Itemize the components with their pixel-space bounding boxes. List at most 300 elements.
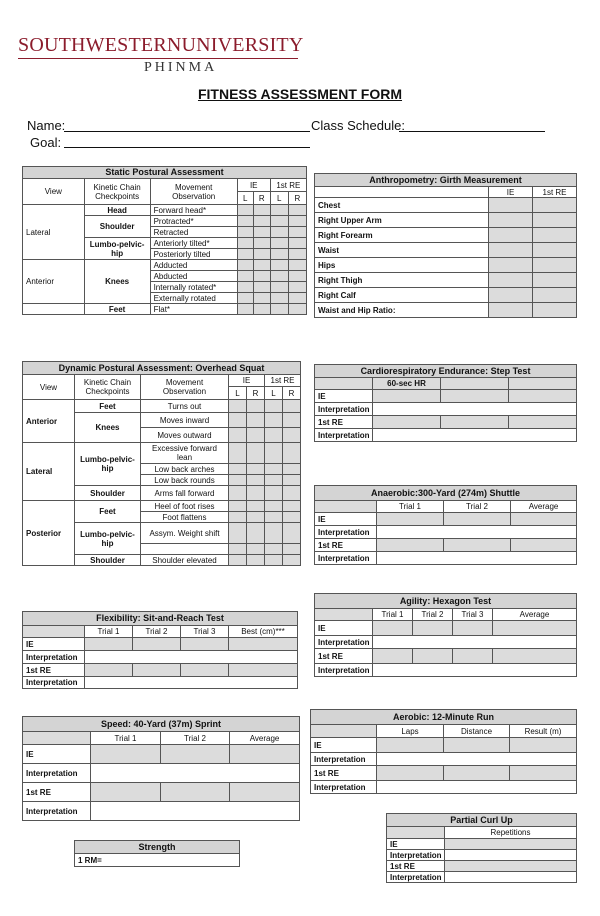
input-cell[interactable] (489, 258, 533, 273)
check-cell[interactable] (288, 205, 306, 216)
input-cell[interactable] (489, 288, 533, 303)
agility-col-4: Average (493, 609, 577, 621)
check-cell[interactable] (229, 523, 247, 544)
flex-col-3: Trial 3 (181, 626, 229, 638)
check-cell[interactable] (265, 523, 283, 544)
check-cell[interactable] (283, 486, 301, 501)
shuttle-row-interp: Interpretation (315, 526, 377, 539)
step-title: Cardiorespiratory Endurance: Step Test (315, 365, 577, 378)
check-cell[interactable] (237, 205, 253, 216)
agility-blank (315, 609, 373, 621)
input-cell[interactable] (91, 783, 161, 802)
input-cell[interactable] (377, 539, 444, 552)
input-cell[interactable] (377, 753, 577, 766)
check-cell[interactable] (288, 216, 306, 227)
check-cell[interactable] (283, 443, 301, 464)
shuttle-row-ie: IE (315, 513, 377, 526)
input-cell[interactable] (510, 766, 577, 781)
static-re-r: R (288, 192, 306, 205)
flexibility-table (22, 611, 298, 689)
sprint-row-ie: IE (23, 745, 91, 764)
input-cell[interactable] (377, 766, 444, 781)
input-cell[interactable] (181, 664, 229, 677)
university-logo (18, 34, 308, 76)
check-cell[interactable] (265, 475, 283, 486)
input-cell[interactable] (377, 781, 577, 794)
check-cell[interactable] (270, 238, 288, 249)
input-cell[interactable] (133, 638, 181, 651)
check-cell[interactable] (253, 293, 270, 304)
obs-moves-inward: Moves inward (141, 413, 229, 428)
check-cell[interactable] (253, 271, 270, 282)
run-row-interp2: Interpretation (311, 781, 377, 794)
run-title: Aerobic: 12-Minute Run (311, 710, 577, 725)
input-cell[interactable] (445, 839, 577, 850)
static-ie-r: R (253, 192, 270, 205)
check-cell[interactable] (265, 464, 283, 475)
obs-forward-lean: Excessive forward lean (141, 443, 229, 464)
obs-abducted: Abducted (150, 271, 237, 282)
girth-row-upper-arm: Right Upper Arm (315, 213, 489, 228)
check-cell[interactable] (237, 238, 253, 249)
dynamic-view-lateral: Lateral (23, 443, 75, 501)
flex-row-re: 1st RE (23, 664, 85, 677)
check-cell[interactable] (265, 544, 283, 555)
strength-title: Strength (75, 841, 240, 854)
check-cell[interactable] (265, 501, 283, 512)
static-re-header: 1st RE (270, 179, 306, 192)
dyn-checkpoint-knees: Knees (75, 413, 141, 443)
curl-row-ie: IE (387, 839, 445, 850)
flex-blank (23, 626, 85, 638)
check-cell[interactable] (270, 282, 288, 293)
input-cell[interactable] (229, 664, 298, 677)
input-cell[interactable] (373, 403, 577, 416)
girth-row-thigh: Right Thigh (315, 273, 489, 288)
input-cell[interactable] (489, 303, 533, 318)
check-cell[interactable] (283, 413, 301, 428)
strength-table (74, 840, 240, 867)
check-cell[interactable] (247, 544, 265, 555)
static-ie-header: IE (237, 179, 270, 192)
check-cell[interactable] (283, 400, 301, 413)
input-cell[interactable] (511, 539, 577, 552)
dynamic-title: Dynamic Postural Assessment: Overhead Squat (23, 362, 301, 375)
dynamic-view-posterior: Posterior (23, 501, 75, 566)
curl-row-re: 1st RE (387, 861, 445, 872)
check-cell[interactable] (247, 475, 265, 486)
check-cell[interactable] (229, 555, 247, 566)
input-cell[interactable] (533, 273, 577, 288)
check-cell[interactable] (229, 544, 247, 555)
check-cell[interactable] (288, 282, 306, 293)
input-cell[interactable] (489, 273, 533, 288)
step-row-ie: IE (315, 390, 373, 403)
check-cell[interactable] (283, 464, 301, 475)
dynamic-chain-header: Kinetic Chain Checkpoints (75, 375, 141, 400)
run-col-2: Distance (444, 725, 510, 738)
sprint-row-re: 1st RE (23, 783, 91, 802)
check-cell[interactable] (288, 271, 306, 282)
check-cell[interactable] (283, 512, 301, 523)
sprint-table (22, 716, 300, 821)
obs-moves-outward: Moves outward (141, 428, 229, 443)
name-field[interactable] (64, 131, 310, 132)
input-cell[interactable] (373, 390, 441, 403)
check-cell[interactable] (237, 293, 253, 304)
input-cell[interactable] (493, 649, 577, 664)
step-blank (509, 378, 577, 390)
sprint-col-2: Trial 2 (161, 732, 230, 745)
dynamic-re-r: R (283, 387, 301, 400)
brand-name: SOUTHWESTERNUNIVERSITY (18, 34, 304, 56)
check-cell[interactable] (247, 501, 265, 512)
input-cell[interactable] (377, 526, 577, 539)
check-cell[interactable] (247, 512, 265, 523)
name-label: Name: (27, 118, 66, 133)
input-cell[interactable] (444, 513, 511, 526)
curl-row-interp: Interpretation (387, 850, 445, 861)
obs-spacer (141, 544, 229, 555)
input-cell[interactable] (533, 303, 577, 318)
check-cell[interactable] (247, 464, 265, 475)
check-cell[interactable] (265, 413, 283, 428)
obs-protracted: Protracted* (150, 216, 237, 227)
check-cell[interactable] (247, 428, 265, 443)
girth-title: Anthropometry: Girth Measurement (315, 174, 577, 187)
input-cell[interactable] (445, 850, 577, 861)
step-test-table (314, 364, 577, 442)
curl-row-interp2: Interpretation (387, 872, 445, 883)
check-cell[interactable] (237, 216, 253, 227)
check-cell[interactable] (247, 523, 265, 544)
input-cell[interactable] (413, 621, 453, 636)
input-cell[interactable] (161, 783, 230, 802)
agility-row-interp: Interpretation (315, 636, 373, 649)
check-cell[interactable] (283, 501, 301, 512)
input-cell[interactable] (533, 243, 577, 258)
check-cell[interactable] (237, 260, 253, 271)
input-cell[interactable] (161, 745, 230, 764)
girth-blank-header (315, 187, 489, 198)
check-cell[interactable] (288, 260, 306, 271)
step-row-interp2: Interpretation (315, 429, 373, 442)
agility-col-2: Trial 2 (413, 609, 453, 621)
input-cell[interactable] (91, 764, 300, 783)
static-view-anterior: Anterior (23, 260, 85, 304)
sprint-col-1: Trial 1 (91, 732, 161, 745)
curl-title: Partial Curl Up (387, 814, 577, 827)
check-cell[interactable] (253, 227, 270, 238)
agility-row-ie: IE (315, 621, 373, 636)
goal-label: Goal: (30, 135, 62, 150)
step-blank (315, 378, 373, 390)
run-blank (311, 725, 377, 738)
checkpoint-feet: Feet (84, 304, 150, 315)
static-view-lateral: Lateral (23, 205, 85, 260)
check-cell[interactable] (265, 443, 283, 464)
check-cell[interactable] (253, 304, 270, 315)
girth-row-chest: Chest (315, 198, 489, 213)
flex-title: Flexibility: Sit-and-Reach Test (23, 612, 298, 626)
dyn-checkpoint-shoulder: Shoulder (75, 486, 141, 501)
obs-internally-rotated: Internally rotated* (150, 282, 237, 293)
input-cell[interactable] (444, 738, 510, 753)
dynamic-re-l: L (265, 387, 283, 400)
check-cell[interactable] (288, 293, 306, 304)
girth-re-header: 1st RE (533, 187, 577, 198)
obs-retracted: Retracted (150, 227, 237, 238)
flex-row-interp: Interpretation (23, 651, 85, 664)
run-row-interp: Interpretation (311, 753, 377, 766)
run-row-ie: IE (311, 738, 377, 753)
check-cell[interactable] (253, 216, 270, 227)
check-cell[interactable] (283, 555, 301, 566)
input-cell[interactable] (445, 872, 577, 883)
brand-subtitle: PHINMA (144, 60, 218, 75)
check-cell[interactable] (270, 304, 288, 315)
input-cell[interactable] (377, 513, 444, 526)
sprint-row-interp: Interpretation (23, 764, 91, 783)
static-title: Static Postural Assessment (23, 167, 307, 179)
check-cell[interactable] (288, 227, 306, 238)
input-cell[interactable] (373, 416, 441, 429)
shuttle-row-re: 1st RE (315, 539, 377, 552)
input-cell[interactable] (453, 621, 493, 636)
input-cell[interactable] (444, 539, 511, 552)
check-cell[interactable] (253, 282, 270, 293)
step-col-hr: 60-sec HR (373, 378, 441, 390)
check-cell[interactable] (283, 428, 301, 443)
input-cell[interactable] (509, 390, 577, 403)
curl-col-reps: Repetitions (445, 827, 577, 839)
check-cell[interactable] (265, 486, 283, 501)
input-cell[interactable] (230, 745, 300, 764)
input-cell[interactable] (533, 213, 577, 228)
input-cell[interactable] (85, 664, 133, 677)
check-cell[interactable] (265, 428, 283, 443)
check-cell[interactable] (265, 555, 283, 566)
static-view-blank (23, 304, 85, 315)
obs-adducted: Adducted (150, 260, 237, 271)
shuttle-col-2: Trial 2 (444, 501, 511, 513)
flex-row-interp2: Interpretation (23, 677, 85, 689)
input-cell[interactable] (493, 621, 577, 636)
input-cell[interactable] (91, 802, 300, 821)
static-postural-table (22, 166, 307, 315)
checkpoint-shoulder: Shoulder (84, 216, 150, 238)
step-row-re: 1st RE (315, 416, 373, 429)
girth-row-waist: Waist (315, 243, 489, 258)
dynamic-ie-r: R (247, 387, 265, 400)
check-cell[interactable] (229, 475, 247, 486)
input-cell[interactable] (453, 649, 493, 664)
input-cell[interactable] (373, 621, 413, 636)
dyn-checkpoint-feet: Feet (75, 400, 141, 413)
static-chain-header: Kinetic Chain Checkpoints (84, 179, 150, 205)
run-table (310, 709, 577, 794)
checkpoint-lumbo: Lumbo-pelvic-hip (84, 238, 150, 260)
check-cell[interactable] (283, 523, 301, 544)
check-cell[interactable] (237, 271, 253, 282)
input-cell[interactable] (533, 258, 577, 273)
static-re-l: L (270, 192, 288, 205)
obs-foot-flattens: Foot flattens (141, 512, 229, 523)
input-cell[interactable] (489, 228, 533, 243)
check-cell[interactable] (229, 443, 247, 464)
input-cell[interactable] (444, 766, 510, 781)
sprint-row-interp2: Interpretation (23, 802, 91, 821)
input-cell[interactable] (533, 288, 577, 303)
static-ie-l: L (237, 192, 253, 205)
check-cell[interactable] (229, 512, 247, 523)
check-cell[interactable] (270, 227, 288, 238)
goal-field[interactable] (64, 147, 310, 148)
dyn-checkpoint-feet-posterior: Feet (75, 501, 141, 523)
run-row-re: 1st RE (311, 766, 377, 781)
flex-col-2: Trial 2 (133, 626, 181, 638)
static-movement-header: Movement Observation (150, 179, 237, 205)
check-cell[interactable] (288, 249, 306, 260)
curl-up-table (386, 813, 577, 883)
shuttle-table (314, 485, 577, 565)
run-col-1: Laps (377, 725, 444, 738)
input-cell[interactable] (377, 552, 577, 565)
check-cell[interactable] (247, 486, 265, 501)
run-col-3: Result (m) (510, 725, 577, 738)
check-cell[interactable] (270, 249, 288, 260)
dynamic-view-header: View (23, 375, 75, 400)
input-cell[interactable] (373, 636, 577, 649)
strength-row-1rm[interactable]: 1 RM= (75, 854, 240, 867)
check-cell[interactable] (288, 304, 306, 315)
input-cell[interactable] (229, 638, 298, 651)
check-cell[interactable] (247, 443, 265, 464)
obs-forward-head: Forward head* (150, 205, 237, 216)
obs-weight-shift: Assym. Weight shift (141, 523, 229, 544)
agility-row-interp2: Interpretation (315, 664, 373, 677)
check-cell[interactable] (247, 555, 265, 566)
input-cell[interactable] (373, 664, 577, 677)
input-cell[interactable] (133, 664, 181, 677)
check-cell[interactable] (270, 293, 288, 304)
input-cell[interactable] (489, 213, 533, 228)
input-cell[interactable] (533, 228, 577, 243)
check-cell[interactable] (229, 413, 247, 428)
flex-col-4: Best (cm)*** (229, 626, 298, 638)
input-cell[interactable] (510, 738, 577, 753)
input-cell[interactable] (377, 738, 444, 753)
dynamic-ie-header: IE (229, 375, 265, 387)
check-cell[interactable] (253, 260, 270, 271)
check-cell[interactable] (247, 400, 265, 413)
sprint-title: Speed: 40-Yard (37m) Sprint (23, 717, 300, 732)
input-cell[interactable] (91, 745, 161, 764)
dynamic-postural-table (22, 361, 301, 566)
agility-title: Agility: Hexagon Test (315, 594, 577, 609)
obs-turns-out: Turns out (141, 400, 229, 413)
check-cell[interactable] (229, 400, 247, 413)
input-cell[interactable] (85, 638, 133, 651)
flex-row-ie: IE (23, 638, 85, 651)
check-cell[interactable] (265, 400, 283, 413)
girth-row-calf: Right Calf (315, 288, 489, 303)
check-cell[interactable] (237, 304, 253, 315)
check-cell[interactable] (270, 271, 288, 282)
dyn-checkpoint-lumbo-posterior: Lumbo-pelvic-hip (75, 523, 141, 555)
check-cell[interactable] (237, 249, 253, 260)
check-cell[interactable] (270, 260, 288, 271)
dynamic-re-header: 1st RE (265, 375, 301, 387)
girth-table (314, 173, 577, 318)
check-cell[interactable] (288, 238, 306, 249)
input-cell[interactable] (373, 649, 413, 664)
step-row-interp: Interpretation (315, 403, 373, 416)
girth-row-forearm: Right Forearm (315, 228, 489, 243)
input-cell[interactable] (413, 649, 453, 664)
agility-col-1: Trial 1 (373, 609, 413, 621)
check-cell[interactable] (229, 501, 247, 512)
obs-externally-rotated: Externally rotated (150, 293, 237, 304)
obs-arms-fall-forward: Arms fall forward (141, 486, 229, 501)
check-cell[interactable] (283, 544, 301, 555)
check-cell[interactable] (229, 428, 247, 443)
check-cell[interactable] (247, 413, 265, 428)
input-cell[interactable] (230, 783, 300, 802)
dynamic-ie-l: L (229, 387, 247, 400)
check-cell[interactable] (229, 464, 247, 475)
obs-heel-rises: Heel of foot rises (141, 501, 229, 512)
check-cell[interactable] (253, 238, 270, 249)
check-cell[interactable] (270, 205, 288, 216)
input-cell[interactable] (85, 651, 298, 664)
input-cell[interactable] (441, 416, 509, 429)
input-cell[interactable] (181, 638, 229, 651)
check-cell[interactable] (229, 486, 247, 501)
check-cell[interactable] (283, 475, 301, 486)
class-schedule-field[interactable] (399, 131, 545, 132)
input-cell[interactable] (511, 513, 577, 526)
input-cell[interactable] (489, 198, 533, 213)
agility-row-re: 1st RE (315, 649, 373, 664)
class-schedule-label: Class Schedule: (311, 118, 405, 133)
dyn-checkpoint-shoulder-posterior: Shoulder (75, 555, 141, 566)
input-cell[interactable] (533, 198, 577, 213)
girth-row-ratio: Waist and Hip Ratio: (315, 303, 489, 318)
shuttle-blank (315, 501, 377, 513)
check-cell[interactable] (253, 249, 270, 260)
input-cell[interactable] (489, 243, 533, 258)
input-cell[interactable] (509, 416, 577, 429)
step-blank (441, 378, 509, 390)
dynamic-movement-header: Movement Observation (141, 375, 229, 400)
girth-row-hips: Hips (315, 258, 489, 273)
static-view-header: View (23, 179, 85, 205)
flex-col-1: Trial 1 (85, 626, 133, 638)
input-cell[interactable] (441, 390, 509, 403)
shuttle-row-interp2: Interpretation (315, 552, 377, 565)
obs-flat: Flat* (150, 304, 237, 315)
check-cell[interactable] (237, 227, 253, 238)
input-cell[interactable] (85, 677, 298, 689)
check-cell[interactable] (270, 216, 288, 227)
check-cell[interactable] (253, 205, 270, 216)
input-cell[interactable] (445, 861, 577, 872)
obs-anteriorly-tilted: Anteriorly tilted* (150, 238, 237, 249)
check-cell[interactable] (265, 512, 283, 523)
check-cell[interactable] (237, 282, 253, 293)
input-cell[interactable] (373, 429, 577, 442)
